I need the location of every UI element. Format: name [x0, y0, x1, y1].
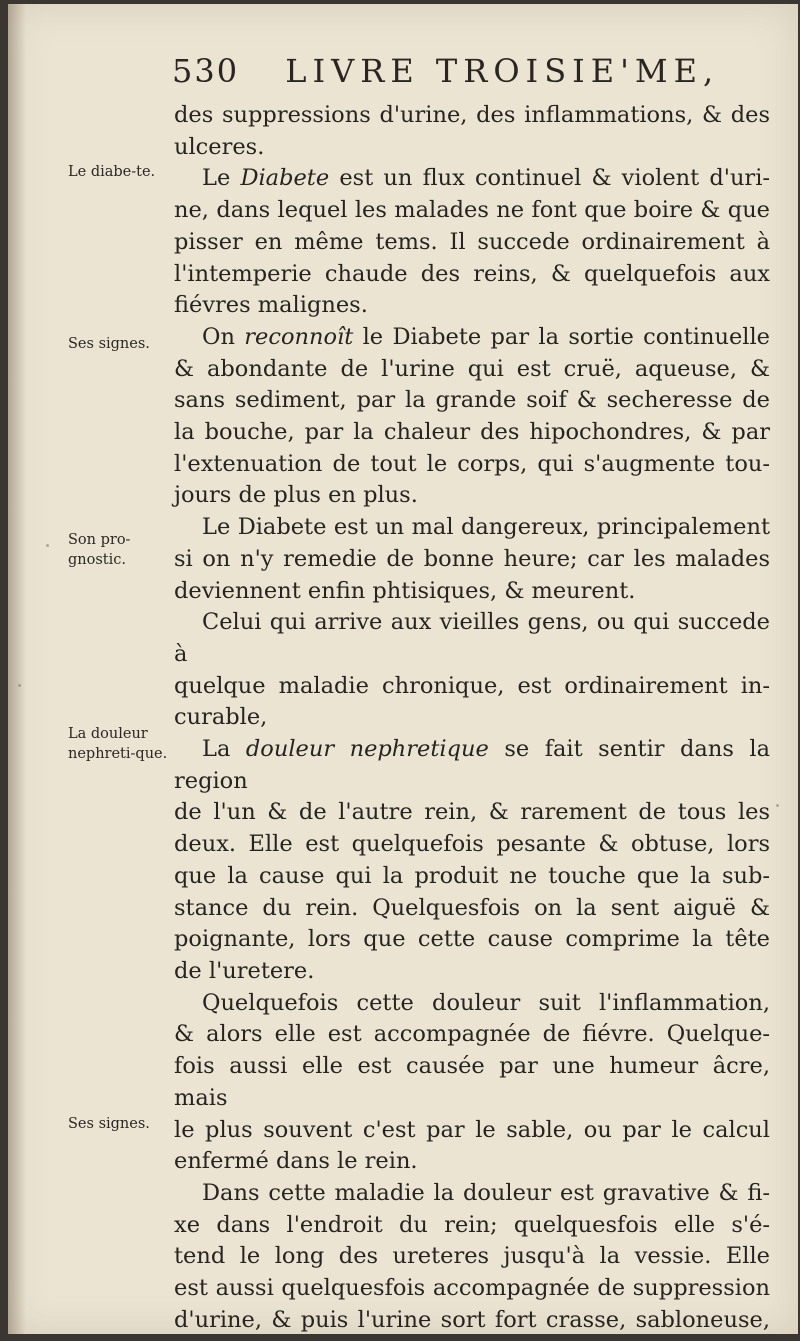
paper-speck	[46, 544, 49, 547]
margin-note-prognostic: Son pro-gnostic.	[68, 532, 131, 568]
text-line: si on n'y remedie de bonne heure; car les malades	[174, 545, 770, 572]
text-line: fois aussi elle est causée par une humeur âcre, mais	[174, 1053, 770, 1111]
book-page	[8, 4, 798, 1334]
text-line: Dans cette maladie la douleur est gravative & fi-	[202, 1179, 770, 1206]
text-line: ulceres.	[174, 133, 265, 160]
text-line: ne, dans lequel les malades ne font que boire & que	[174, 197, 770, 224]
text-line: d'urine, & puis l'urine sort fort crasse, sabloneuse,	[174, 1306, 770, 1333]
text-line: Le Diabete est un mal dangereux, principalement	[202, 514, 770, 541]
paragraph-inflammation	[174, 988, 770, 1020]
text-line: Le Diabete est un flux continuel & violent d'uri-	[202, 165, 770, 192]
text-line: le plus souvent c'est par le sable, ou par le calcul	[174, 1116, 770, 1143]
text-line: La douleur nephretique se fait sentir dans la region	[174, 736, 771, 794]
text-line: curable,	[174, 704, 268, 731]
paragraph-signes-douleur	[174, 1178, 770, 1210]
book-title: LIVRE TROISIE'ME,	[285, 52, 720, 90]
text-line: de l'un & de l'autre rein, & rarement de tous les	[174, 799, 770, 826]
text-line: & abondante de l'urine qui est cruë, aqueuse, &	[174, 355, 770, 382]
running-header	[172, 52, 772, 98]
paragraph-signes	[174, 322, 770, 354]
text-line: poignante, lors que cette cause comprime la tête	[174, 926, 770, 953]
text-line: l'intemperie chaude des reins, & quelquefois aux	[174, 260, 770, 287]
page-gutter-shadow	[8, 4, 26, 1334]
margin-note-signes-1: Ses signes.	[68, 336, 150, 352]
text-line: tend le long des ureteres jusqu'à la vessie. Elle	[174, 1243, 770, 1270]
text-line: Celui qui arrive aux vieilles gens, ou qui succede à	[174, 609, 770, 667]
text-line: sans sediment, par la grande soif & secheresse de	[174, 387, 770, 414]
paper-speck	[18, 684, 21, 687]
paragraph-douleur-nephretique	[174, 734, 770, 797]
margin-note-diabete: Le diabe-te.	[68, 164, 156, 180]
text-line: deux. Elle est quelquefois pesante & obtuse, lors	[174, 831, 770, 858]
paragraph-continuation	[174, 100, 770, 132]
text-line: quelque maladie chronique, est ordinairement in-	[174, 672, 770, 699]
text-line: l'extenuation de tout le corps, qui s'augmente tou-	[174, 450, 770, 477]
text-line: enfermé dans le rein.	[174, 1148, 418, 1175]
paper-speck	[776, 804, 779, 807]
margin-note-douleur-nephretique: La douleur nephreti-que.	[68, 726, 168, 762]
text-line: stance du rein. Quelquesfois on la sent aiguë &	[174, 894, 770, 921]
page-number: 530	[172, 52, 240, 90]
text-line: la bouche, par la chaleur des hipochondres, & par	[174, 419, 770, 446]
paragraph-vieilles-gens	[174, 607, 770, 670]
text-line: fiévres malignes.	[174, 292, 368, 319]
paragraph-diabete	[174, 163, 770, 195]
text-line: pisser en même tems. Il succede ordinairement à	[174, 228, 770, 255]
text-line: que la cause qui la produit ne touche que la sub-	[174, 862, 770, 889]
text-line: xe dans l'endroit du rein; quelquesfois elle s'é-	[174, 1211, 770, 1238]
margin-note-signes-2: Ses signes.	[68, 1116, 150, 1132]
text-line: Quelquefois cette douleur suit l'inflammation,	[202, 989, 770, 1016]
text-line: des suppressions d'urine, des inflammations, & des	[174, 102, 770, 128]
text-line: est aussi quelquesfois accompagnée de suppression	[174, 1275, 770, 1302]
paragraph-prognostic	[174, 512, 770, 544]
text-line: deviennent enfin phtisiques, & meurent.	[174, 577, 636, 604]
main-text	[174, 100, 770, 1336]
text-line: jours de plus en plus.	[174, 482, 418, 509]
text-line: de l'uretere.	[174, 957, 315, 984]
text-line: & alors elle est accompagnée de fiévre. Quelque-	[174, 1021, 770, 1048]
text-line: On reconnoît le Diabete par la sortie continuelle	[202, 323, 770, 350]
